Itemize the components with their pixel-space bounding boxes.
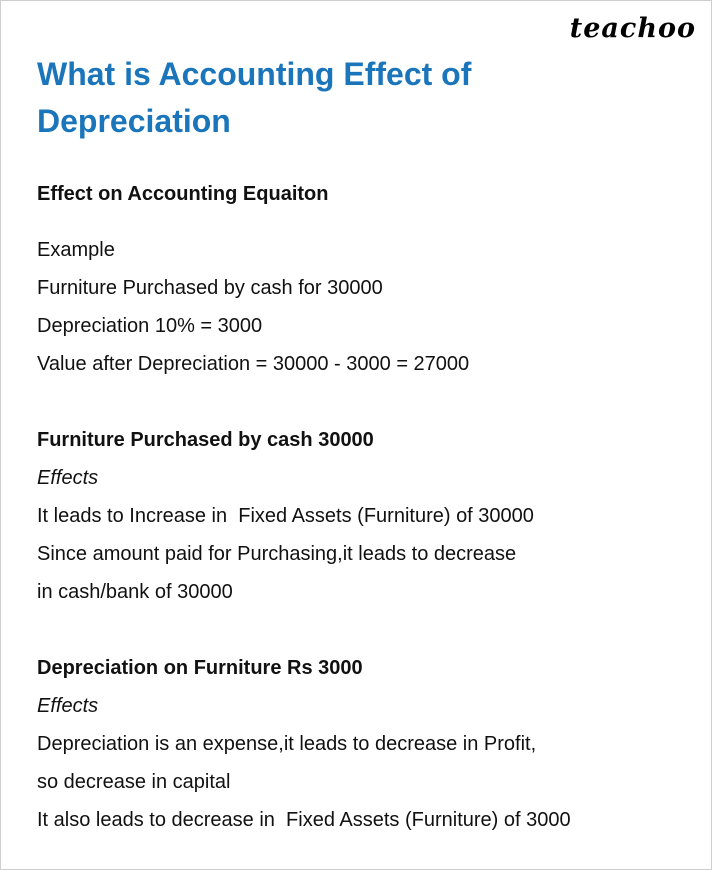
example-line-value-after: Value after Depreciation = 30000 - 3000 = 27000: [37, 353, 470, 375]
section-furniture-line-2: Since amount paid for Purchasing,it leads to decrease: [37, 543, 517, 565]
example-block: [37, 231, 696, 383]
section-depreciation-line-2: so decrease in capital: [37, 771, 231, 793]
section-furniture-line-3: in cash/bank of 30000: [37, 581, 233, 603]
section-furniture-effects-label: Effects: [37, 467, 99, 489]
example-label: Example: [37, 239, 115, 261]
page-title-line-2: Depreciation: [37, 103, 231, 139]
example-line-purchase: Furniture Purchased by cash for 30000: [37, 277, 383, 299]
page-title: [37, 51, 696, 145]
section-furniture-purchase: [37, 421, 696, 611]
section-depreciation-effects-label: Effects: [37, 695, 99, 717]
teachoo-logo: teachoo: [569, 13, 696, 44]
section-depreciation: [37, 649, 696, 839]
page-title-line-1: What is Accounting Effect of: [37, 56, 472, 92]
example-line-depreciation: Depreciation 10% = 3000: [37, 315, 263, 337]
section-depreciation-line-1: Depreciation is an expense,it leads to decrease in Profit,: [37, 733, 537, 755]
intro-heading: Effect on Accounting Equaiton: [37, 183, 329, 205]
section-furniture-line-1: It leads to Increase in Fixed Assets (Furniture) of 30000: [37, 505, 534, 527]
section-furniture-heading: Furniture Purchased by cash 30000: [37, 429, 374, 451]
section-depreciation-heading: Depreciation on Furniture Rs 3000: [37, 657, 363, 679]
section-depreciation-line-3: It also leads to decrease in Fixed Assets (Furniture) of 3000: [37, 809, 571, 831]
document-content: [1, 1, 711, 839]
